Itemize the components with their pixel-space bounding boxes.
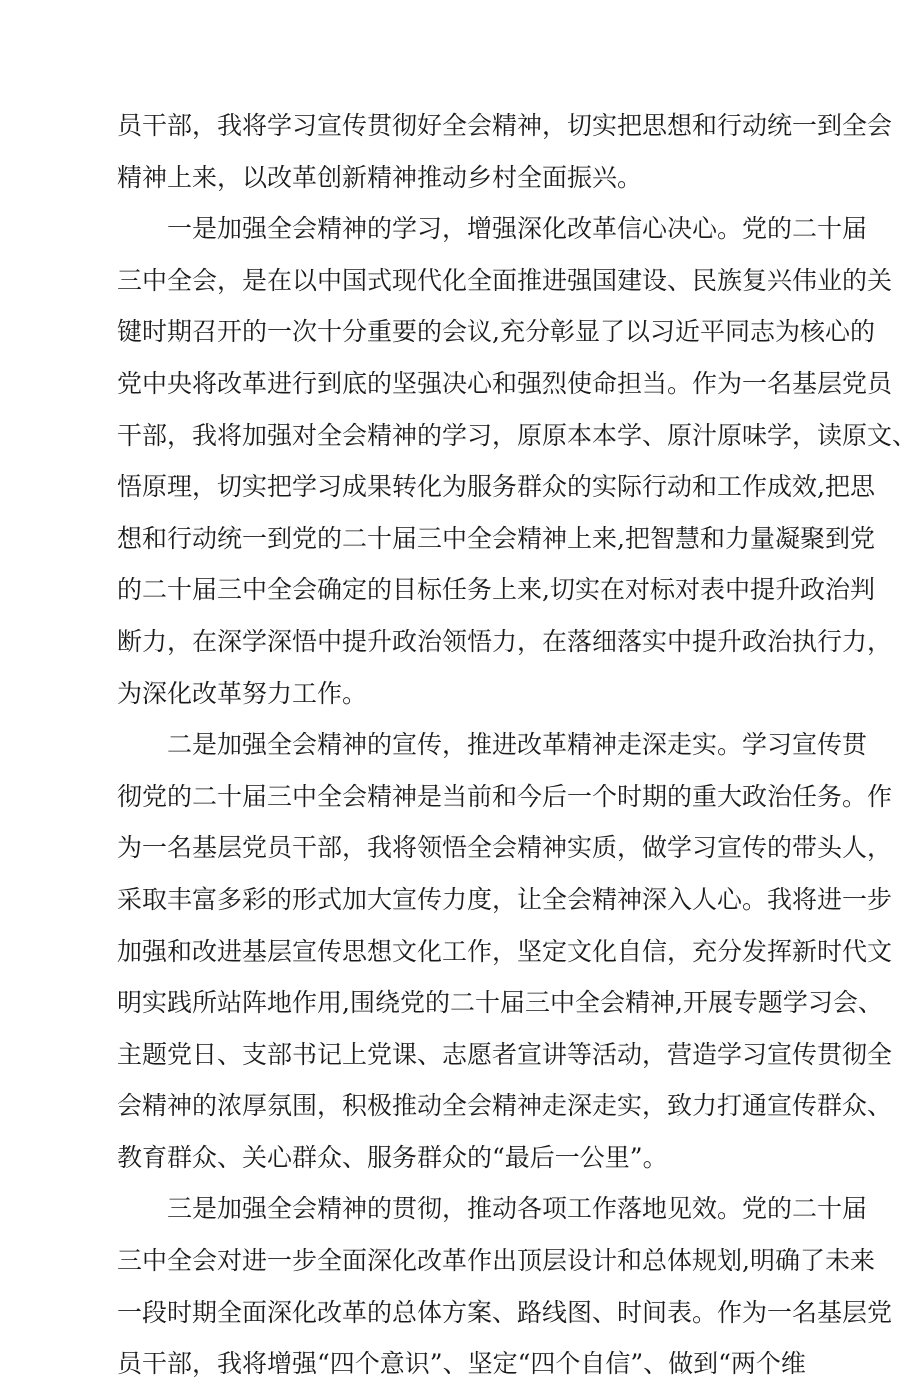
text-line: 彻党的二十届三中全会精神是当前和今后一个时期的重大政治任务。作 [117,781,893,811]
text-line: 员干部，我将增强“四个意识”、坚定“四个自信”、做到“两个维 [117,1349,806,1379]
text-line: 精神上来，以改革创新精神推动乡村全面振兴。 [117,162,643,192]
text-line: 为深化改革努力工作。 [117,678,368,708]
text-line: 一段时期全面深化改革的总体方案、路线图、时间表。作为一名基层党 [117,1297,893,1327]
paragraph [117,719,893,1183]
text-line: 教育群众、关心群众、服务群众的“最后一公里”。 [117,1142,668,1172]
paragraph [117,1183,893,1389]
text-line: 三是加强全会精神的贯彻，推动各项工作落地见效。党的二十届 [167,1194,868,1224]
text-line: 的二十届三中全会确定的目标任务上来,切实在对标对表中提升政治判 [117,575,875,605]
text-line: 为一名基层党员干部，我将领悟全会精神实质，做学习宣传的带头人， [117,833,893,863]
document-body [117,100,918,1390]
text-line: 二是加强全会精神的宣传，推进改革精神走深走实。学习宣传贯 [167,730,868,760]
text-line: 键时期召开的一次十分重要的会议,充分彰显了以习近平同志为核心的 [117,317,875,347]
text-line: 想和行动统一到党的二十届三中全会精神上来,把智慧和力量凝聚到党 [117,523,875,553]
text-line: 主题党日、支部书记上党课、志愿者宣讲等活动，营造学习宣传贯彻全 [117,1039,893,1069]
text-line: 断力，在深学深悟中提升政治领悟力，在落细落实中提升政治执行力， [117,626,893,656]
paragraph [117,100,893,203]
text-line: 加强和改进基层宣传思想文化工作，坚定文化自信，充分发挥新时代文 [117,936,893,966]
text-line: 党中央将改革进行到底的坚强决心和强烈使命担当。作为一名基层党员 [117,368,893,398]
text-line: 悟原理，切实把学习成果转化为服务群众的实际行动和工作成效,把思 [117,472,875,502]
text-line: 干部，我将加强对全会精神的学习，原原本本学、原汁原味学，读原文、 [117,420,918,450]
text-line: 三中全会对进一步全面深化改革作出顶层设计和总体规划,明确了未来 [117,1246,875,1276]
text-line: 明实践所站阵地作用,围绕党的二十届三中全会精神,开展专题学习会、 [117,988,883,1018]
text-line: 员干部，我将学习宣传贯彻好全会精神，切实把思想和行动统一到全会 [117,111,893,140]
text-line: 会精神的浓厚氛围，积极推动全会精神走深走实，致力打通宣传群众、 [117,1091,893,1121]
text-line: 三中全会，是在以中国式现代化全面推进强国建设、民族复兴伟业的关 [117,265,893,295]
text-line: 采取丰富多彩的形式加大宣传力度，让全会精神深入人心。我将进一步 [117,884,893,914]
text-line: 一是加强全会精神的学习，增强深化改革信心决心。党的二十届 [167,214,868,244]
paragraph [117,203,918,719]
